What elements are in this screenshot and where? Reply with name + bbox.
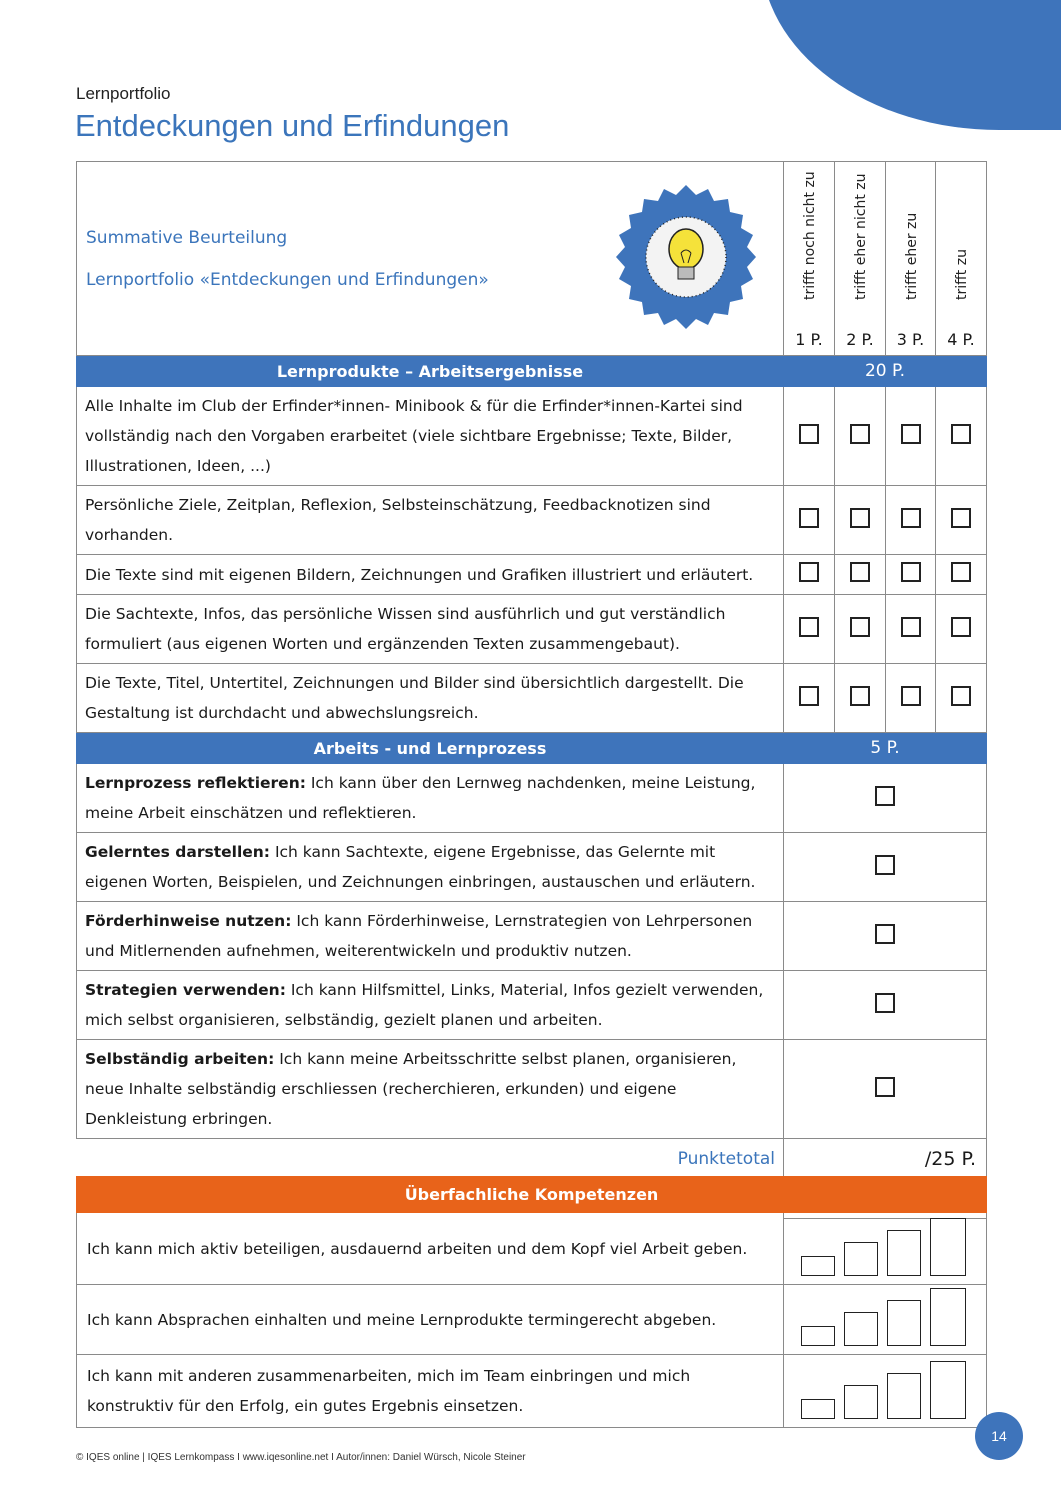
competence-text: Ich kann Absprachen einhalten und meine Lernprodukte termingerecht abgeben. xyxy=(77,1285,784,1355)
total-label: Punktetotal xyxy=(677,1148,775,1169)
total-row xyxy=(77,1139,987,1179)
rating-stairs xyxy=(784,1285,987,1355)
checkbox[interactable] xyxy=(901,686,921,706)
assessment-header xyxy=(77,162,784,356)
rating-box-3[interactable] xyxy=(887,1300,921,1346)
scale-col-3 xyxy=(886,162,936,356)
rating-box-4[interactable] xyxy=(930,1218,966,1276)
process-band xyxy=(77,733,987,764)
scale-col-2 xyxy=(835,162,886,356)
checkbox[interactable] xyxy=(875,855,895,875)
table-row xyxy=(77,387,987,486)
checkbox[interactable] xyxy=(875,786,895,806)
table-row xyxy=(77,664,987,733)
table-row xyxy=(77,486,987,555)
scale-points-3: 3 P. xyxy=(896,330,925,349)
criterion-text xyxy=(77,902,784,971)
club-logo-icon xyxy=(613,184,759,330)
subtitle-summative: Summative Beurteilung xyxy=(86,228,288,248)
checkbox[interactable] xyxy=(875,1077,895,1097)
table-row xyxy=(77,1213,987,1285)
criterion-description: Ich kann über den Lernweg nachdenken, meine Leistung, meine Arbeit einschätzen und reflektieren. xyxy=(85,774,756,822)
checkbox[interactable] xyxy=(901,508,921,528)
table-row xyxy=(77,833,987,902)
rating-box-4[interactable] xyxy=(930,1361,966,1419)
criterion-term: Selbständig arbeiten: xyxy=(85,1050,275,1068)
scale-points-2: 2 P. xyxy=(846,330,874,349)
checkbox[interactable] xyxy=(875,993,895,1013)
page-number-badge: 14 xyxy=(975,1412,1023,1460)
competences-title: Überfachliche Kompetenzen xyxy=(77,1177,987,1213)
checkbox[interactable] xyxy=(799,617,819,637)
checkbox[interactable] xyxy=(901,424,921,444)
criterion-description: Ich kann Förderhinweise, Lernstrategien von Lehrpersonen und Mitlernenden aufnehmen, weiterentwickeln und produktiv nutzen. xyxy=(85,912,753,960)
table-row xyxy=(77,595,987,664)
products-band xyxy=(77,356,987,387)
scale-points-4: 4 P. xyxy=(947,330,975,349)
checkbox[interactable] xyxy=(799,508,819,528)
corner-decoration xyxy=(761,0,1061,130)
process-title: Arbeits - und Lernprozess xyxy=(77,733,784,764)
rating-box-3[interactable] xyxy=(887,1230,921,1276)
checkbox[interactable] xyxy=(850,686,870,706)
criterion-description: Ich kann meine Arbeitsschritte selbst planen, organisieren, neue Inhalte selbständig erschliessen (recherchieren, erkunden) und eigene Denkleistung erbringen. xyxy=(85,1050,737,1128)
checkbox[interactable] xyxy=(901,562,921,582)
criterion-description: Ich kann Hilfsmittel, Links, Material, Infos gezielt verwenden, mich selbst organisieren, selbständig, gezielt planen und arbeiten. xyxy=(85,981,764,1029)
products-points: 20 P. xyxy=(784,356,987,387)
checkbox[interactable] xyxy=(799,424,819,444)
criterion-text xyxy=(77,1040,784,1139)
table-row xyxy=(77,971,987,1040)
scale-label-2: trifft eher nicht zu xyxy=(853,173,869,300)
criterion-text xyxy=(77,833,784,902)
scale-points-1: 1 P. xyxy=(795,330,823,349)
competence-text: Ich kann mit anderen zusammenarbeiten, mich im Team einbringen und mich konstruktiv für den Erfolg, ein gutes Ergebnis einsetzen. xyxy=(77,1355,784,1428)
page-title: Entdeckungen und Erfindungen xyxy=(75,108,510,143)
criterion-term: Förderhinweise nutzen: xyxy=(85,912,292,930)
criterion-text: Die Texte sind mit eigenen Bildern, Zeichnungen und Grafiken illustriert und erläutert. xyxy=(77,555,784,595)
checkbox[interactable] xyxy=(850,617,870,637)
checkbox[interactable] xyxy=(951,508,971,528)
rating-box-2[interactable] xyxy=(844,1242,878,1276)
rating-stairs xyxy=(784,1213,987,1285)
table-row xyxy=(77,1355,987,1428)
footer-credits: © IQES online | IQES Lernkompass I www.iqesonline.net I Autor/innen: Daniel Würsch, Nicole Steiner xyxy=(76,1452,526,1463)
rating-box-2[interactable] xyxy=(844,1385,878,1419)
rating-box-1[interactable] xyxy=(801,1399,835,1419)
subtitle-portfolio: Lernportfolio «Entdeckungen und Erfindungen» xyxy=(86,270,489,290)
kicker: Lernportfolio xyxy=(76,84,171,103)
table-row xyxy=(77,555,987,595)
table-row xyxy=(77,764,987,833)
checkbox[interactable] xyxy=(901,617,921,637)
rating-box-1[interactable] xyxy=(801,1256,835,1276)
checkbox[interactable] xyxy=(799,686,819,706)
rating-box-1[interactable] xyxy=(801,1326,835,1346)
table-row xyxy=(77,1285,987,1355)
checkbox[interactable] xyxy=(850,508,870,528)
rating-stairs xyxy=(784,1355,987,1428)
criterion-text: Die Texte, Titel, Untertitel, Zeichnungen und Bilder sind übersichtlich dargestellt. Die Gestaltung ist durchdacht und abwechslungsreich. xyxy=(77,664,784,733)
rating-box-4[interactable] xyxy=(930,1288,966,1346)
scale-col-4 xyxy=(936,162,987,356)
criterion-text xyxy=(77,764,784,833)
products-title: Lernprodukte – Arbeitsergebnisse xyxy=(77,356,784,387)
criterion-text: Alle Inhalte im Club der Erfinder*innen- Minibook & für die Erfinder*innen-Kartei sind vollständig nach den Vorgaben erarbeitet (viele sichtbare Ergebnisse; Texte, Bilder, Illustrationen, Ideen, ...) xyxy=(77,387,784,486)
checkbox[interactable] xyxy=(799,562,819,582)
competence-text: Ich kann mich aktiv beteiligen, ausdauernd arbeiten und dem Kopf viel Arbeit geben. xyxy=(77,1213,784,1285)
checkbox[interactable] xyxy=(850,424,870,444)
criterion-text: Persönliche Ziele, Zeitplan, Reflexion, Selbsteinschätzung, Feedbacknotizen sind vorhanden. xyxy=(77,486,784,555)
assessment-table xyxy=(76,161,987,1219)
competences-band xyxy=(77,1177,987,1213)
process-points: 5 P. xyxy=(784,733,987,764)
criterion-description: Ich kann Sachtexte, eigene Ergebnisse, das Gelernte mit eigenen Worten, Beispielen, und Zeichnungen einbringen, austauschen und erläutern. xyxy=(85,843,756,891)
checkbox[interactable] xyxy=(875,924,895,944)
criterion-term: Gelerntes darstellen: xyxy=(85,843,271,861)
scale-label-4: trifft zu xyxy=(954,249,970,300)
table-row xyxy=(77,902,987,971)
scale-label-1: trifft noch nicht zu xyxy=(802,171,818,300)
checkbox[interactable] xyxy=(951,424,971,444)
total-value[interactable]: /25 P. xyxy=(784,1139,987,1179)
scale-label-3: trifft eher zu xyxy=(904,212,920,300)
competences-table xyxy=(76,1176,987,1428)
checkbox[interactable] xyxy=(951,562,971,582)
criterion-term: Strategien verwenden: xyxy=(85,981,286,999)
rating-box-3[interactable] xyxy=(887,1373,921,1419)
checkbox[interactable] xyxy=(951,686,971,706)
checkbox[interactable] xyxy=(951,617,971,637)
table-row xyxy=(77,1040,987,1139)
checkbox[interactable] xyxy=(850,562,870,582)
scale-col-1 xyxy=(784,162,835,356)
criterion-term: Lernprozess reflektieren: xyxy=(85,774,306,792)
criterion-text xyxy=(77,971,784,1040)
rating-box-2[interactable] xyxy=(844,1312,878,1346)
criterion-text: Die Sachtexte, Infos, das persönliche Wissen sind ausführlich und gut verständlich formuliert (aus eigenen Worten und ergänzenden Texten zusammengebaut). xyxy=(77,595,784,664)
